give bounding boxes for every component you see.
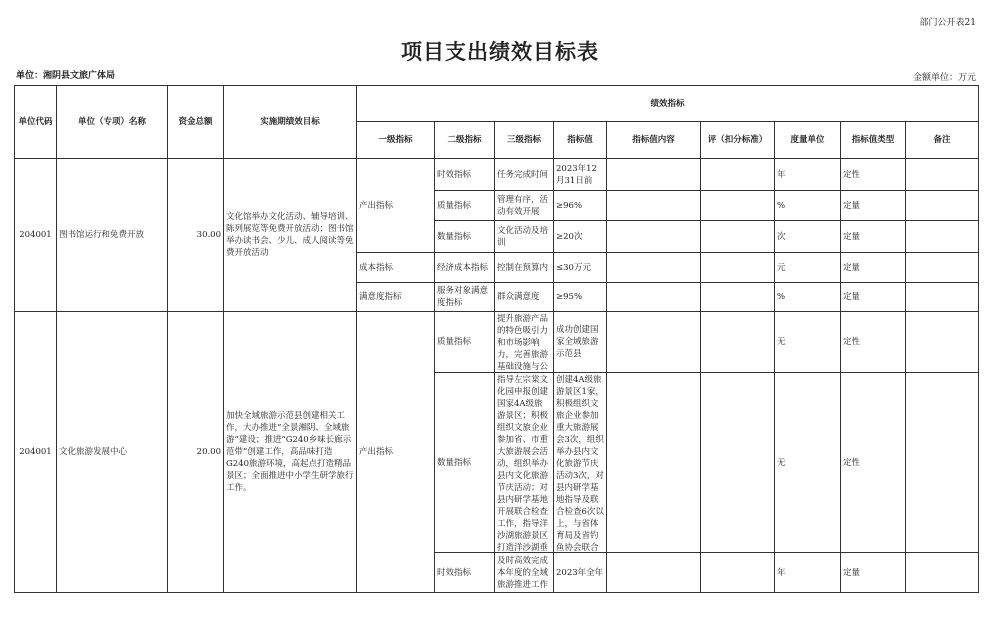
indicator-measure-text: %	[777, 292, 786, 302]
indicator-vtype	[841, 191, 906, 221]
indicator-measure	[775, 553, 841, 593]
indicator-vtype-text: 定性	[843, 169, 861, 180]
indicator-l3	[495, 312, 554, 373]
indicator-score	[701, 283, 775, 312]
indicator-measure-text: 次	[777, 231, 786, 242]
indicator-content	[607, 312, 701, 373]
indicator-l2-text: 时效指标	[437, 169, 472, 180]
indicator-note	[906, 221, 979, 253]
indicator-value-text: 创建4A级旅游景区1家，积极组织文旅企业参加重大旅游展会3次，组织举办县内文化旅游节庆活动3次，对县内研学基地指导及联合检查6次以上，与省体育局及省钓鱼协会联合	[556, 374, 604, 552]
page-title: 项目支出绩效目标表	[401, 40, 599, 64]
header-code: 单位代码	[15, 86, 57, 159]
level1-indicator: 产出指标	[357, 159, 435, 253]
indicator-l3-text: 提升旅游产品的特色吸引力和市场影响力，完善旅游基础设施与公	[497, 313, 549, 372]
indicator-vtype	[841, 283, 906, 312]
indicator-score	[701, 159, 775, 191]
indicator-content	[607, 283, 701, 312]
indicator-value	[554, 253, 607, 283]
indicator-content	[607, 191, 701, 221]
indicator-note	[906, 312, 979, 373]
indicator-l3	[495, 191, 554, 221]
indicator-l3	[495, 553, 554, 593]
indicator-value	[554, 283, 607, 312]
indicator-measure	[775, 253, 841, 283]
table-row	[15, 159, 979, 191]
indicator-value	[554, 553, 607, 593]
indicator-l3-text: 文化活动及培训	[497, 225, 549, 248]
indicator-vtype-text: 定量	[843, 200, 861, 211]
indicator-value-text: ≥96%	[556, 200, 583, 211]
indicator-l3	[495, 159, 554, 191]
indicator-value-text: ≥95%	[556, 292, 583, 302]
header-note: 备注	[906, 122, 979, 159]
header-value: 指标值	[554, 122, 607, 159]
indicator-vtype-text: 定性	[843, 457, 861, 468]
indicator-measure-text: 年	[777, 567, 786, 578]
indicator-l3-text: 管理有序，活动有效开展	[497, 194, 549, 217]
indicator-measure	[775, 221, 841, 253]
indicator-vtype-text: 定量	[843, 262, 861, 273]
indicator-l2	[435, 373, 495, 553]
level1-indicator: 满意度指标	[357, 283, 435, 312]
indicator-l3-text: 指导左宗棠文化园申报创建国家4A级旅游景区；积极组织文旅企业参加省、市重大旅游展会活动，组织举办县内文化旅游节庆活动；对县内研学基地开展联合检查工作，指导洋沙湖旅游景区打造洋沙湖垂	[497, 374, 549, 552]
indicator-vtype	[841, 253, 906, 283]
indicator-value-text: 2023年12月31日前	[556, 163, 597, 186]
indicator-measure	[775, 312, 841, 373]
header-amount: 资金总额	[168, 86, 224, 159]
indicator-l2	[435, 553, 495, 593]
header-performance: 绩效指标	[357, 86, 979, 122]
indicator-l2	[435, 312, 495, 373]
performance-goal: 加快全域旅游示范县创建相关工作，大办推进“全景湘阴、全域旅游”建设；推进“G240乡味长廊示范带”创建工作，高品味打造G240旅游环境，高起点打造精品景区；全面推进中小学生研学旅行工作。	[224, 312, 357, 593]
indicator-vtype	[841, 312, 906, 373]
project-name: 文化旅游发展中心	[57, 312, 168, 593]
indicator-vtype	[841, 373, 906, 553]
indicator-vtype-text: 定性	[843, 337, 861, 347]
header-l2: 二级指标	[435, 122, 495, 159]
performance-goal: 文化馆举办文化活动、辅导培训、陈列展览等免费开放活动；图书馆举办读书会、少儿、成人阅读等免费开放活动	[224, 159, 357, 312]
indicator-vtype	[841, 159, 906, 191]
header-content: 指标值内容	[607, 122, 701, 159]
table-row	[15, 312, 979, 373]
indicator-score	[701, 373, 775, 553]
indicator-l2	[435, 221, 495, 253]
indicator-content	[607, 553, 701, 593]
indicator-vtype-text: 定量	[843, 292, 861, 302]
indicator-l3-text: 控制在预算内	[497, 262, 549, 273]
unit-label: 单位：湘阴县文旅广体局	[16, 71, 116, 81]
indicator-l2	[435, 253, 495, 283]
indicator-score	[701, 253, 775, 283]
indicator-l3	[495, 221, 554, 253]
indicator-note	[906, 283, 979, 312]
indicator-l2-text: 时效指标	[437, 567, 472, 578]
indicator-measure	[775, 373, 841, 553]
indicator-score	[701, 191, 775, 221]
indicator-value-text: 成功创建国家全域旅游示范县	[556, 325, 599, 359]
indicator-l3	[495, 253, 554, 283]
indicator-measure	[775, 191, 841, 221]
indicator-value	[554, 373, 607, 553]
indicator-value	[554, 221, 607, 253]
indicator-note	[906, 253, 979, 283]
indicator-l3-text: 群众满意度	[497, 292, 540, 302]
header-l3: 三级指标	[495, 122, 554, 159]
indicator-measure-text: %	[777, 200, 786, 211]
header-name: 单位（专项）名称	[57, 86, 168, 159]
indicator-value-text: ≥20次	[556, 231, 583, 242]
fund-amount: 30.00	[168, 159, 224, 312]
money-unit: 金额单位：万元	[912, 73, 976, 83]
indicator-content	[607, 253, 701, 283]
fund-amount: 20.00	[168, 312, 224, 593]
header-measure: 度量单位	[775, 122, 841, 159]
indicator-value	[554, 191, 607, 221]
indicator-measure	[775, 283, 841, 312]
indicator-l2-text: 经济成本指标	[437, 262, 489, 273]
indicator-l2-text: 质量指标	[437, 337, 472, 347]
unit-code: 204001	[15, 159, 57, 312]
indicator-score	[701, 312, 775, 373]
header-score: 评（扣分标准）	[701, 122, 775, 159]
header-goal: 实施期绩效目标	[224, 86, 357, 159]
unit-code: 204001	[15, 312, 57, 593]
indicator-l3-text: 及时高效完成本年度的全域旅游推进工作	[497, 555, 549, 590]
indicator-l2	[435, 283, 495, 312]
indicator-measure-text: 年	[777, 169, 786, 180]
header-l1: 一级指标	[357, 122, 435, 159]
indicator-vtype-text: 定量	[843, 231, 861, 242]
indicator-content	[607, 159, 701, 191]
indicator-l2-text: 服务对象满意度指标	[437, 286, 489, 308]
indicator-content	[607, 373, 701, 553]
indicator-l2	[435, 159, 495, 191]
indicator-note	[906, 191, 979, 221]
indicator-measure-text: 无	[777, 337, 786, 347]
project-name: 图书馆运行和免费开放	[57, 159, 168, 312]
indicator-l3	[495, 373, 554, 553]
indicator-value	[554, 312, 607, 373]
indicator-note	[906, 159, 979, 191]
indicator-l2	[435, 191, 495, 221]
indicator-measure-text: 无	[777, 457, 786, 468]
indicator-value-text: 2023年全年	[556, 567, 604, 578]
indicator-content	[607, 221, 701, 253]
indicator-vtype	[841, 221, 906, 253]
indicator-vtype	[841, 553, 906, 593]
indicator-measure	[775, 159, 841, 191]
header-vtype: 指标值类型	[841, 122, 906, 159]
indicator-l3	[495, 283, 554, 312]
table-body	[15, 159, 979, 593]
indicator-l2-text: 数量指标	[437, 231, 472, 242]
indicator-value-text: ≤30万元	[556, 262, 591, 273]
indicator-vtype-text: 定量	[843, 567, 861, 578]
indicator-value	[554, 159, 607, 191]
indicator-score	[701, 553, 775, 593]
level1-indicator: 成本指标	[357, 253, 435, 283]
indicator-l2-text: 质量指标	[437, 200, 472, 211]
indicator-l2-text: 数量指标	[437, 457, 472, 468]
indicator-note	[906, 553, 979, 593]
indicator-note	[906, 373, 979, 553]
indicator-measure-text: 元	[777, 262, 786, 273]
indicator-score	[701, 221, 775, 253]
form-number: 部门公开表21	[919, 18, 976, 28]
performance-table	[14, 85, 979, 593]
indicator-l3-text: 任务完成时间	[497, 169, 549, 180]
level1-indicator: 产出指标	[357, 312, 435, 593]
